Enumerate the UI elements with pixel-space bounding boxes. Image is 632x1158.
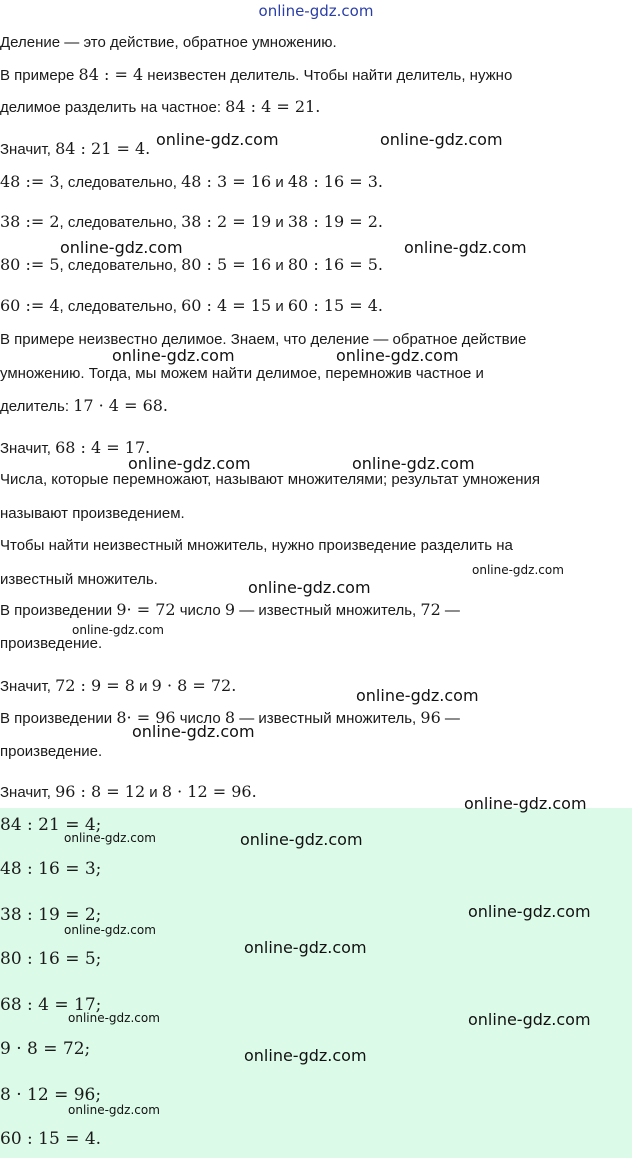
text-fragment: произведение. <box>0 635 103 652</box>
text-fragment: и <box>145 784 162 801</box>
watermark-text: online-gdz.com <box>132 722 255 741</box>
text-fragment: , следовательно, <box>59 298 182 315</box>
watermark-text: online-gdz.com <box>380 130 503 149</box>
watermark-text: online-gdz.com <box>68 1011 160 1025</box>
text-fragment: , следовательно, <box>59 174 182 191</box>
watermark-text: online-gdz.com <box>244 938 367 957</box>
watermark-text: online-gdz.com <box>244 1046 367 1065</box>
solution-line <box>0 33 337 53</box>
text-fragment: , следовательно, <box>59 214 182 231</box>
math-expression: 17 · 4 = 68. <box>73 396 169 415</box>
math-expression: 68 : 4 = 17. <box>55 438 151 457</box>
answer-line: 8 · 12 = 96; <box>0 1085 102 1105</box>
solution-line <box>0 600 460 621</box>
math-expression: 84 : 4 = 21. <box>225 97 321 116</box>
solution-line <box>0 212 383 233</box>
text-fragment: и <box>271 298 288 315</box>
text-fragment: известный множитель. <box>0 571 158 588</box>
text-fragment: В примере <box>0 67 79 84</box>
math-expression: 8· = 96 <box>116 708 176 727</box>
math-expression: 96 <box>420 708 441 727</box>
solution-line <box>0 470 540 490</box>
solution-line <box>0 504 185 524</box>
text-fragment: Числа, которые перемножают, называют множителями; результат умножения <box>0 471 540 488</box>
answer-line: 84 : 21 = 4; <box>0 815 102 835</box>
math-expression: 48 : 3 = 16 <box>181 172 272 191</box>
math-expression: 72 : 9 = 8 <box>55 676 135 695</box>
math-expression: 9 <box>224 600 236 619</box>
watermark-text: online-gdz.com <box>68 1103 160 1117</box>
solution-line <box>0 570 158 590</box>
text-fragment: — известный множитель, <box>235 710 421 727</box>
math-expression: 9· = 72 <box>116 600 176 619</box>
watermark-text: online-gdz.com <box>472 563 564 577</box>
math-expression: 38 := 2 <box>0 212 60 231</box>
solution-line <box>0 97 320 118</box>
text-fragment: и <box>271 214 288 231</box>
math-expression: 48 := 3 <box>0 172 60 191</box>
site-header-watermark: online-gdz.com <box>258 2 374 20</box>
text-fragment: произведение. <box>0 743 103 760</box>
text-fragment: — известный множитель, <box>235 602 421 619</box>
math-expression: 60 := 4 <box>0 296 60 315</box>
watermark-text: online-gdz.com <box>60 238 183 257</box>
text-fragment: Значит, <box>0 678 56 695</box>
math-expression: 96 : 8 = 12 <box>55 782 146 801</box>
watermark-text: online-gdz.com <box>156 130 279 149</box>
math-expression: 8 · 12 = 96. <box>161 782 257 801</box>
text-fragment: Чтобы найти неизвестный множитель, нужно произведение разделить на <box>0 537 513 554</box>
answer-line: 60 : 15 = 4. <box>0 1129 102 1149</box>
text-fragment: Значит, <box>0 784 56 801</box>
answer-line: 48 : 16 = 3; <box>0 859 102 879</box>
math-expression: 8 <box>224 708 236 727</box>
math-expression: 60 : 15 = 4. <box>287 296 383 315</box>
text-fragment: называют произведением. <box>0 505 185 522</box>
watermark-text: online-gdz.com <box>248 578 371 597</box>
math-expression: 80 : 5 = 16 <box>181 255 272 274</box>
solution-line <box>0 396 168 417</box>
solution-line <box>0 676 236 697</box>
solution-line <box>0 65 512 86</box>
math-expression: 80 := 5 <box>0 255 60 274</box>
watermark-text: online-gdz.com <box>352 454 475 473</box>
text-fragment: и <box>271 257 288 274</box>
solution-line <box>0 634 102 654</box>
text-fragment: Значит, <box>0 440 56 457</box>
answer-line: 80 : 16 = 5; <box>0 949 102 969</box>
answer-line: 68 : 4 = 17; <box>0 995 102 1015</box>
math-expression: 84 : 21 = 4. <box>55 139 151 158</box>
watermark-text: online-gdz.com <box>72 623 164 637</box>
text-fragment: В произведении <box>0 602 117 619</box>
text-fragment: В примере неизвестно делимое. Знаем, что деление — обратное действие <box>0 331 527 348</box>
text-fragment: и <box>271 174 288 191</box>
text-fragment: число <box>175 710 225 727</box>
solution-line <box>0 255 383 276</box>
math-expression: 80 : 16 = 5. <box>287 255 383 274</box>
text-fragment: , следовательно, <box>59 257 182 274</box>
watermark-text: online-gdz.com <box>404 238 527 257</box>
watermark-text: online-gdz.com <box>112 346 235 365</box>
text-fragment: В произведении <box>0 710 117 727</box>
text-fragment: — <box>440 710 460 727</box>
watermark-text: online-gdz.com <box>336 346 459 365</box>
solution-line <box>0 296 383 317</box>
math-expression: 60 : 4 = 15 <box>181 296 272 315</box>
solution-line <box>0 536 513 556</box>
text-fragment: Значит, <box>0 141 56 158</box>
solution-line <box>0 172 383 193</box>
text-fragment: — <box>440 602 460 619</box>
math-expression: 38 : 19 = 2. <box>287 212 383 231</box>
watermark-text: online-gdz.com <box>64 923 156 937</box>
text-fragment: и <box>134 678 152 695</box>
solution-line <box>0 742 102 762</box>
text-fragment: умножению. Тогда, мы можем найти делимое, перемножив частное и <box>0 365 484 382</box>
math-expression: 9 · 8 = 72. <box>151 676 237 695</box>
solution-line <box>0 782 257 803</box>
watermark-text: online-gdz.com <box>64 831 156 845</box>
answer-line: 38 : 19 = 2; <box>0 905 102 925</box>
text-fragment: делимое разделить на частное: <box>0 99 226 116</box>
solution-line <box>0 364 484 384</box>
text-fragment: неизвестен делитель. Чтобы найти делитель, нужно <box>143 67 513 84</box>
math-expression: 84 : = 4 <box>78 65 144 84</box>
watermark-text: online-gdz.com <box>468 1010 591 1029</box>
watermark-text: online-gdz.com <box>468 902 591 921</box>
text-fragment: число <box>175 602 225 619</box>
math-expression: 38 : 2 = 19 <box>181 212 272 231</box>
text-fragment: Деление — это действие, обратное умножению. <box>0 34 337 51</box>
math-expression: 72 <box>420 600 441 619</box>
watermark-text: online-gdz.com <box>128 454 251 473</box>
watermark-text: online-gdz.com <box>240 830 363 849</box>
text-fragment: делитель: <box>0 398 74 415</box>
watermark-text: online-gdz.com <box>464 794 587 813</box>
math-expression: 48 : 16 = 3. <box>287 172 383 191</box>
solution-line <box>0 139 150 160</box>
watermark-text: online-gdz.com <box>356 686 479 705</box>
answer-line: 9 · 8 = 72; <box>0 1039 91 1059</box>
